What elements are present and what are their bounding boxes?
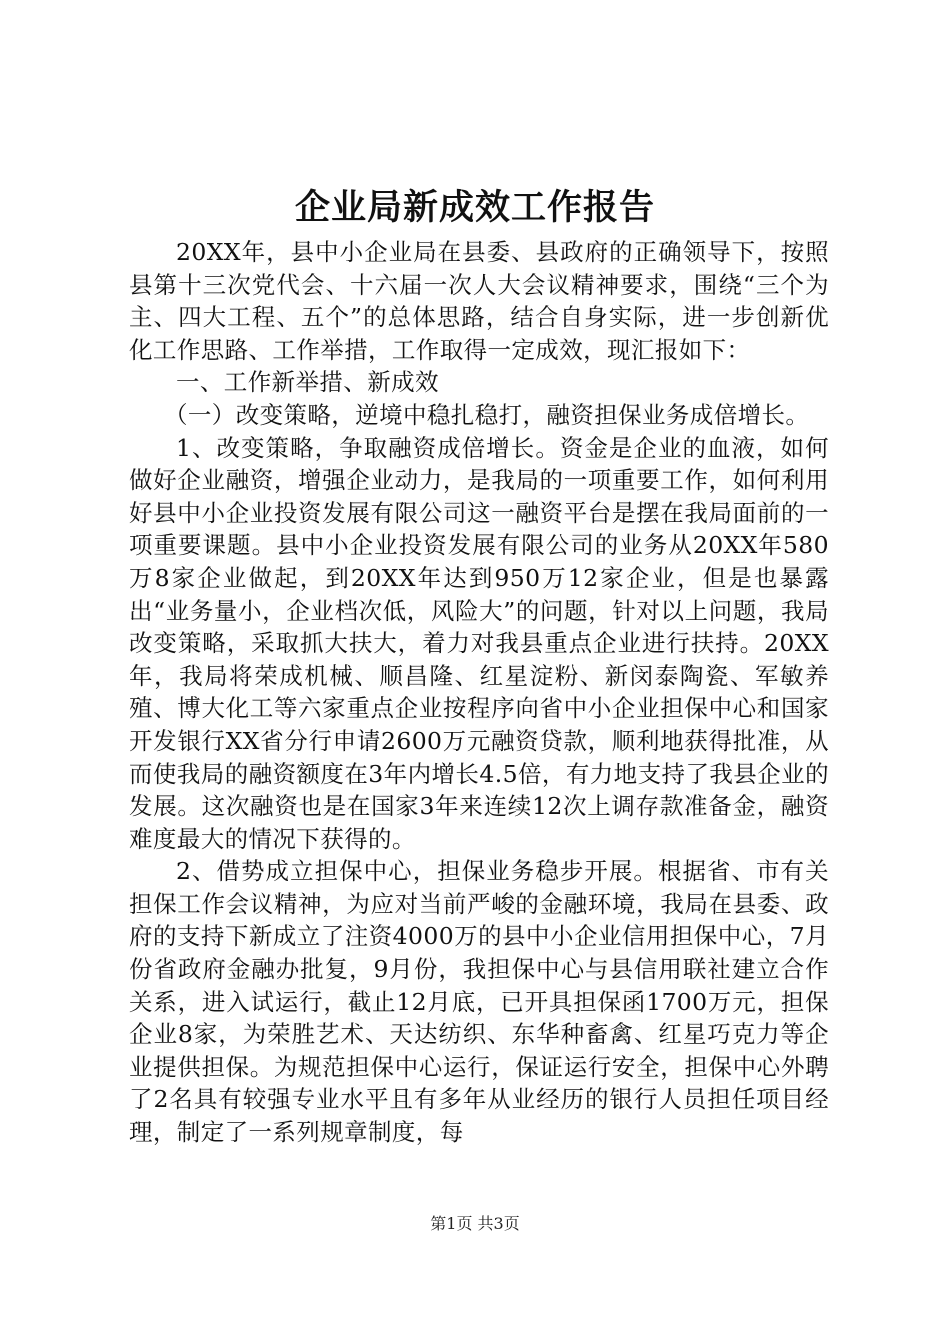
document-body [129,236,829,1149]
section-heading: 一、工作新举措、新成效 [176,368,439,397]
body-paragraph-financing: 1、改变策略，争取融资成倍增长。资金是企业的血液，如何做好企业融资，增强企业动力，是我局的一项重要工作，如何利用好县中小企业投资发展有限公司这一融资平台是摆在我局面前的一项重要课题。县中小企业投资发展有限公司的业务从20XX年580万8家企业做起，到20XX年达到950万12家企业，但是也暴露出“业务量小，企业档次低，风险大”的问题，针对以上问题，我局改变策略，采取抓大扶大，着力对我县重点企业进行扶持。20XX年，我局将荣成机械、顺昌隆、红星淀粉、新闵泰陶瓷、军敏养殖、博大化工等六家重点企业按程序向省中小企业担保中心和国家开发银行XX省分行申请2600万元融资贷款，顺利地获得批准，从而使我局的融资额度在3年内增长4.5倍，有力地支持了我县企业的发展。这次融资也是在国家3年来连续12次上调存款准备金，融资难度最大的情况下获得的。 [129,433,829,853]
subsection-heading: （一）改变策略，逆境中稳扎稳打，融资担保业务成倍增长。 [164,400,810,429]
intro-paragraph: 20XX年，县中小企业局在县委、县政府的正确领导下，按照县第十三次党代会、十六届一次人大会议精神要求，围绕“三个为主、四大工程、五个”的总体思路，结合自身实际，进一步创新优化工作思路、工作举措，工作取得一定成效，现汇报如下： [129,238,829,364]
body-paragraph-guarantee: 2、借势成立担保中心，担保业务稳步开展。根据省、市有关担保工作会议精神，为应对当前严峻的金融环境，我局在县委、政府的支持下新成立了注资4000万的县中小企业信用担保中心，7月份省政府金融办批复，9月份，我担保中心与县信用联社建立合作关系，进入试运行，截止12月底，已开具担保函1700万元，担保企业8家，为荣胜艺术、天达纺织、东华种畜禽、红星巧克力等企业提供担保。为规范担保中心运行，保证运行安全，担保中心外聘了2名具有较强专业水平且有多年从业经历的银行人员担任项目经理，制定了一系列规章制度，每 [129,857,829,1147]
document-title: 企业局新成效工作报告 [294,187,655,228]
page-footer: 第1页 共3页 [430,1214,520,1233]
